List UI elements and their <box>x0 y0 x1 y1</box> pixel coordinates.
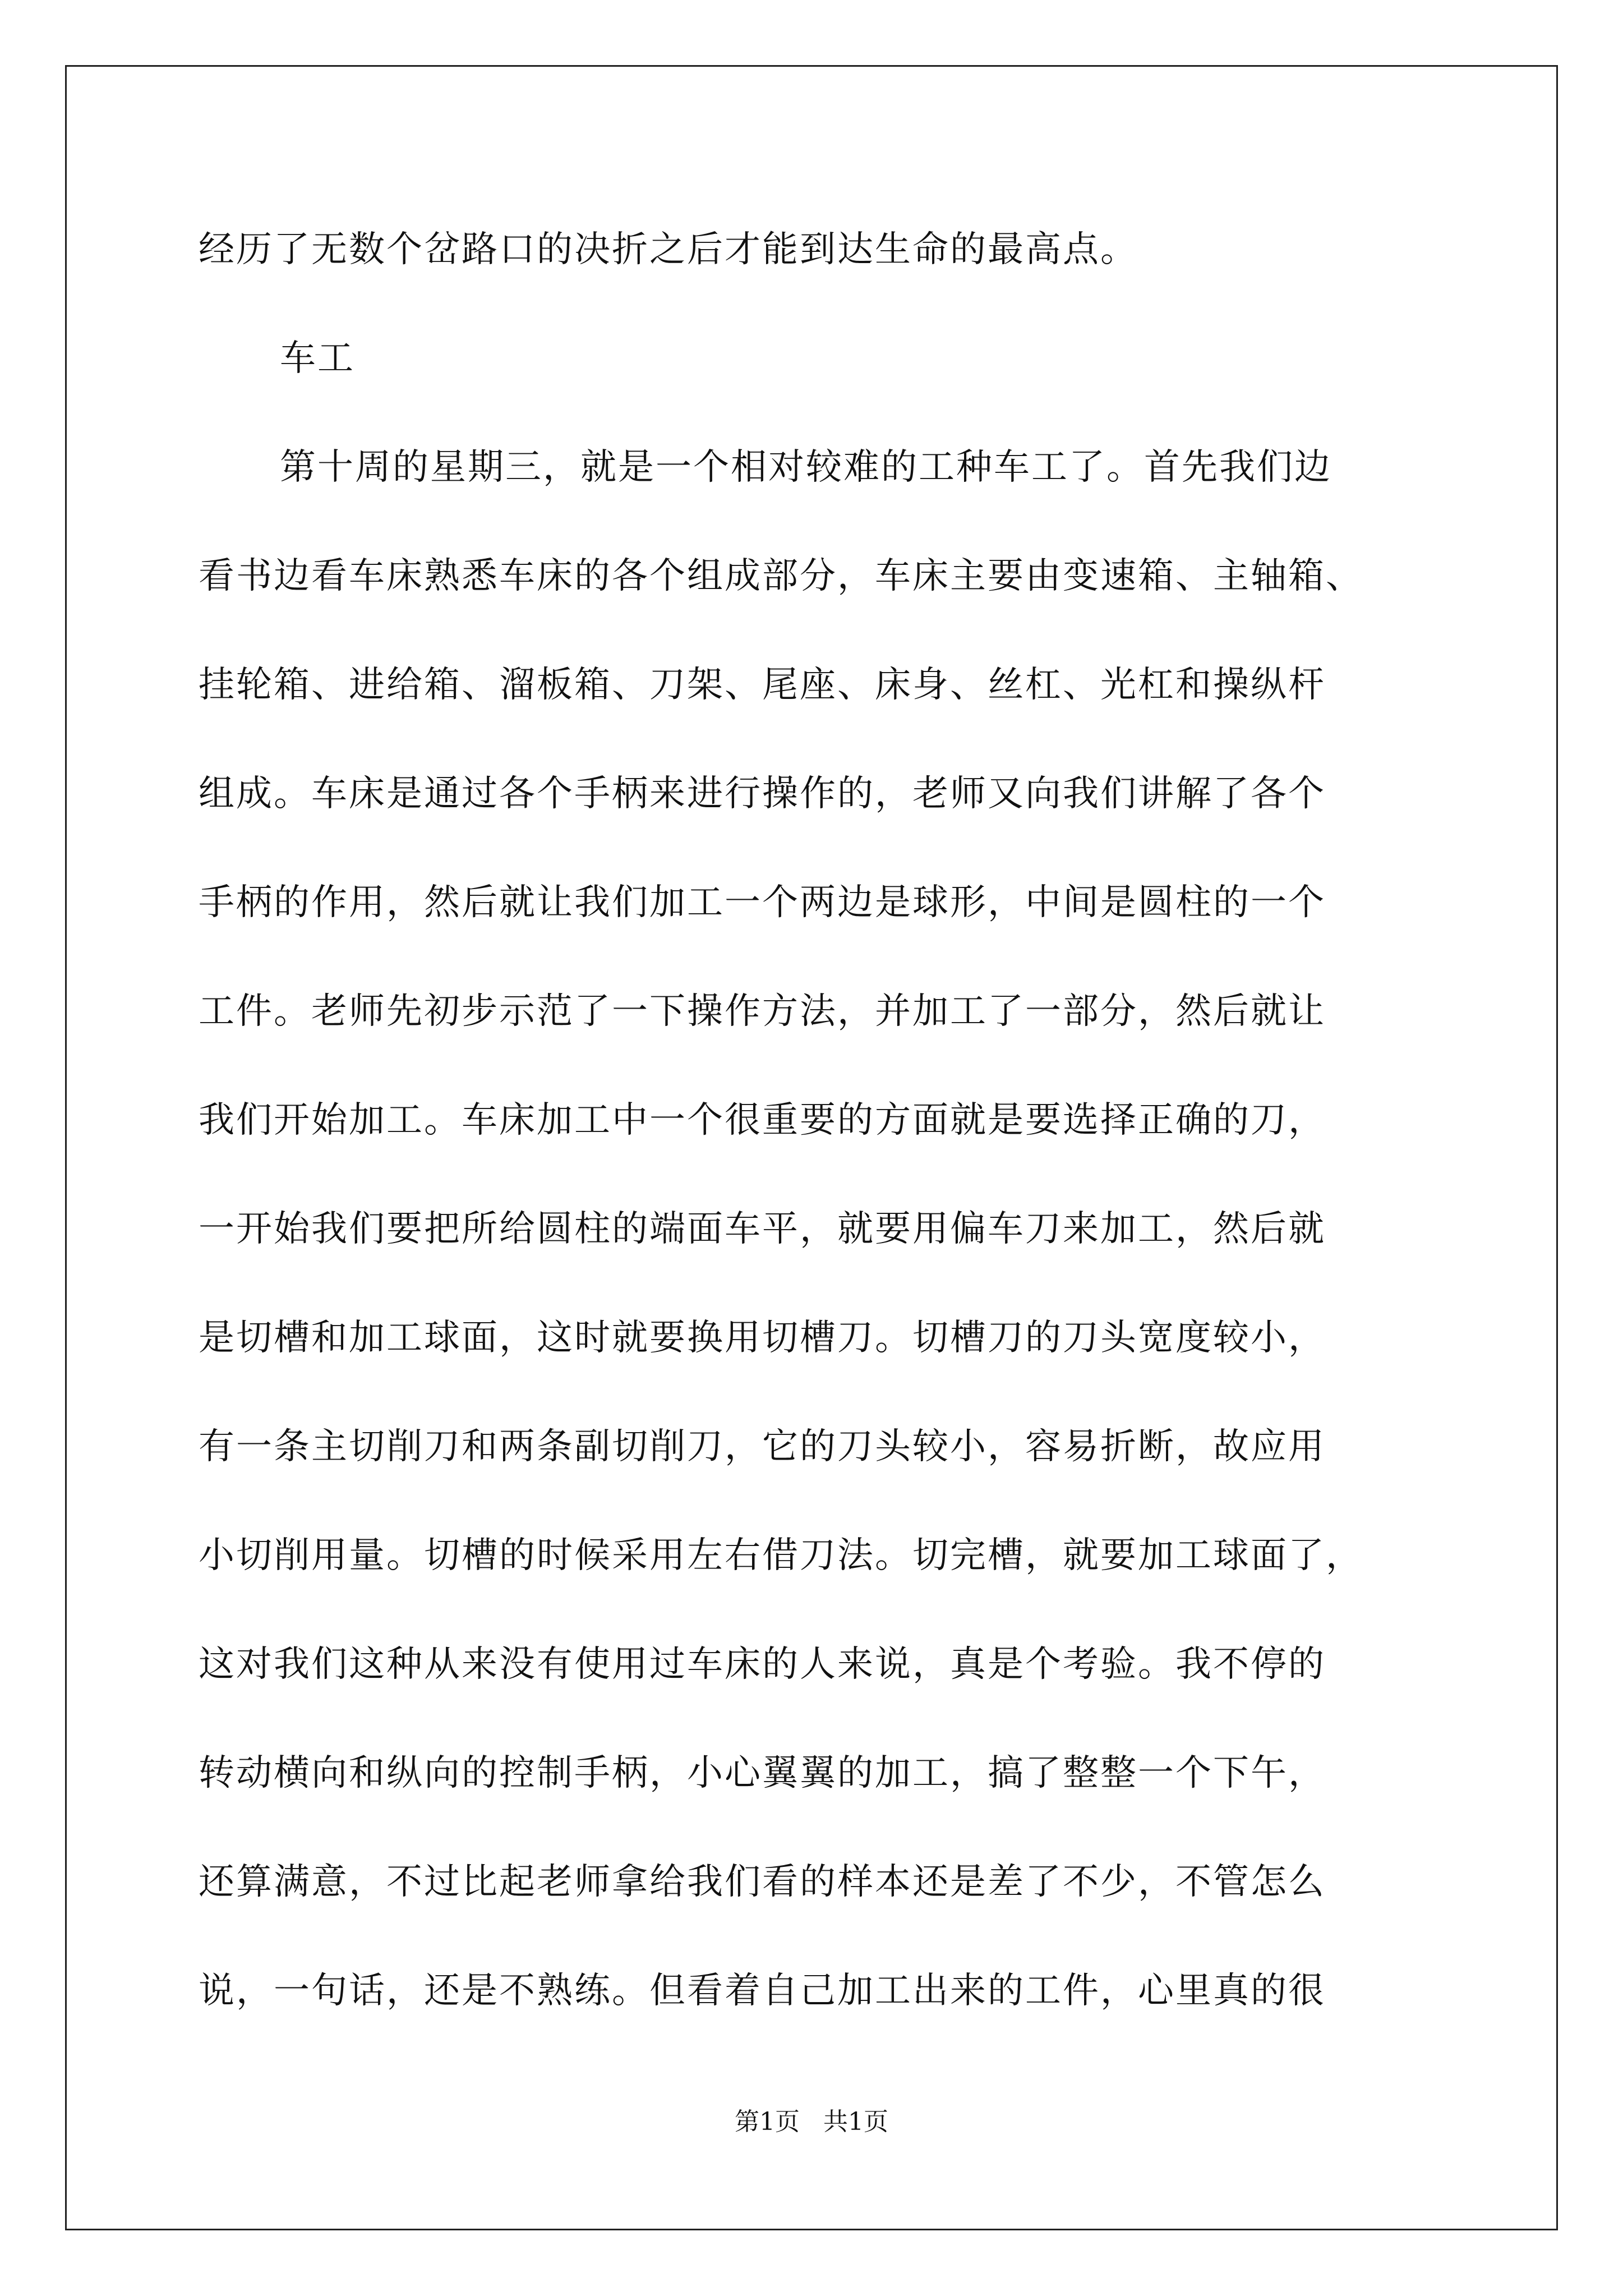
text-line: 手柄的作用，然后就让我们加工一个两边是球形，中间是圆柱的一个 <box>199 882 1326 923</box>
text-line: 组成。车床是通过各个手柄来进行操作的，老师又向我们讲解了各个 <box>199 773 1326 815</box>
text-line: 小切削用量。切槽的时候采用左右借刀法。切完槽，就要加工球面了， <box>199 1535 1363 1576</box>
text-line: 挂轮箱、进给箱、溜板箱、刀架、尾座、床身、丝杠、光杠和操纵杆 <box>199 664 1326 706</box>
text-line: 是切槽和加工球面，这时就要换用切槽刀。切槽刀的刀头宽度较小， <box>199 1317 1326 1359</box>
text-line: 转动横向和纵向的控制手柄，小心翼翼的加工，搞了整整一个下午， <box>199 1752 1326 1794</box>
text-line: 说，一句话，还是不熟练。但看着自己加工出来的工件，心里真的很 <box>199 1970 1326 2012</box>
text-line: 看书边看车床熟悉车床的各个组成部分，车床主要由变速箱、主轴箱、 <box>199 555 1363 597</box>
text-line: 工件。老师先初步示范了一下操作方法，并加工了一部分，然后就让 <box>199 991 1326 1032</box>
text-line: 第十周的星期三，就是一个相对较难的工种车工了。首先我们边 <box>280 447 1332 488</box>
text-line: 这对我们这种从来没有使用过车床的人来说，真是个考验。我不停的 <box>199 1644 1326 1685</box>
text-line: 经历了无数个岔路口的决折之后才能到达生命的最高点。 <box>199 229 1138 270</box>
text-line: 一开始我们要把所给圆柱的端面车平，就要用偏车刀来加工，然后就 <box>199 1208 1326 1250</box>
section-heading: 车工 <box>280 338 355 379</box>
text-line: 还算满意，不过比起老师拿给我们看的样本还是差了不少，不管怎么 <box>199 1861 1326 1903</box>
page-number-footer: 第1页 共1页 <box>735 2108 888 2136</box>
text-line: 我们开始加工。车床加工中一个很重要的方面就是要选择正确的刀， <box>199 1099 1326 1141</box>
text-line: 有一条主切削刀和两条副切削刀，它的刀头较小，容易折断，故应用 <box>199 1426 1326 1467</box>
document-body <box>199 222 1488 2072</box>
